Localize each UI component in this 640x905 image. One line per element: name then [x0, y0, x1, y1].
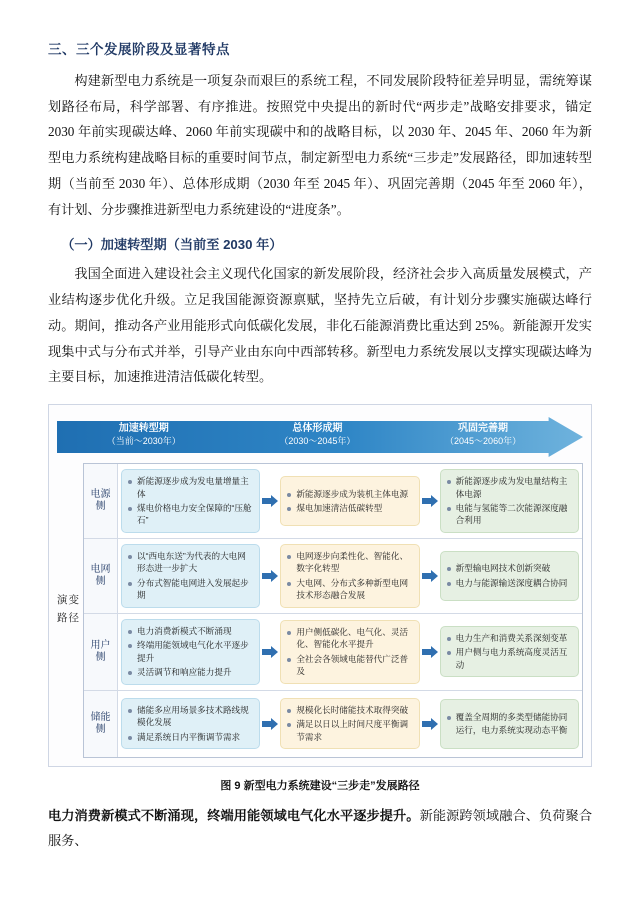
paragraph-phase-one: 我国全面进入建设社会主义现代化国家的新发展阶段，经济社会步入高质量发展模式，产业结构逐步优化升级。立足我国能源资源禀赋，坚持先立后破，有计划分步骤实施碳达峰行动。期间，推动各产业用能形式向低碳化发展，非化石能源消费比重达到 25%。新能源开发实现集中式与分布式并举，引导产业由东向中西部转移。新型电力系统发展以支撑实现碳达峰为主要目标，加速推进清洁低碳化转型。 — [48, 266, 592, 385]
figure-caption: 图 9 新型电力系统建设“三步走”发展路径 — [220, 779, 420, 792]
arrow-right-icon — [260, 646, 280, 658]
cell-supply-phase3: 新能源逐步成为发电量结构主体电源 电能与氢能等二次能源深度融合利用 — [440, 469, 579, 533]
cell-grid-phase3: 新型输电网技术创新突破 电力与能源输送深度耦合协同 — [440, 551, 579, 601]
row-label-power-supply: 电源侧 — [84, 464, 118, 538]
arrow-right-icon — [260, 718, 280, 730]
closing-paragraph — [48, 803, 592, 853]
closing-bold: 电力消费新模式不断涌现，终端用能领域电气化水平逐步提升。 — [48, 807, 420, 823]
page-title: 三、三个发展阶段及显著特点 — [48, 42, 230, 57]
table-row — [84, 614, 582, 691]
arrow-right-icon — [420, 570, 440, 582]
table-row — [84, 539, 582, 614]
cell-user-phase3: 电力生产和消费关系深刻变革 用户侧与电力系统高度灵活互动 — [440, 626, 579, 677]
phase-arrow-band — [57, 417, 583, 457]
subsection-title: （一）加速转型期（当前至 2030 年） — [61, 237, 283, 253]
arrow-right-icon — [260, 495, 280, 507]
cell-supply-phase1: 新能源逐步成为发电量增量主体 煤电价格电力安全保障的“压舱石” — [121, 469, 260, 533]
figure-grid — [57, 463, 583, 757]
row-label-user: 用户侧 — [84, 614, 118, 690]
arrow-right-icon — [420, 646, 440, 658]
cell-storage-phase3: 覆盖全周期的多类型储能协同运行，电力系统实现动态平衡 — [440, 699, 579, 749]
closing-rest: 新能源跨领域融合、负荷聚合服务、 — [48, 807, 593, 848]
cell-supply-phase2: 新能源逐步成为装机主体电源 煤电加速清洁低碳转型 — [280, 476, 419, 526]
row-label-storage: 储能侧 — [84, 691, 118, 757]
figure-roadmap — [48, 404, 592, 766]
table-row — [84, 691, 582, 757]
roadmap-matrix — [83, 463, 583, 757]
cell-grid-phase1: 以“西电东送”为代表的大电网形态进一步扩大 分布式智能电网进入发展起步期 — [121, 544, 260, 608]
axis-label-evolution-path: 演变路径 — [57, 594, 80, 625]
row-label-grid: 电网侧 — [84, 539, 118, 613]
cell-user-phase2: 用户侧低碳化、电气化、灵活化、智能化水平提升 全社会各领域电能替代广泛普及 — [280, 620, 419, 684]
cell-grid-phase2: 电网逐步向柔性化、智能化、数字化转型 大电网、分布式多种新型电网技术形态融合发展 — [280, 544, 419, 608]
phase-label-3: 巩固完善期 （2045～2060年） — [445, 423, 522, 446]
paragraph-intro: 构建新型电力系统是一项复杂而艰巨的系统工程，不同发展阶段特征差异明显，需统筹谋划路径布局，科学部署、有序推进。按照党中央提出的新时代“两步走”战略安排要求，锚定 2030 年前实现碳达峰、2060 年前实现碳中和的战略目标，以 2030 年、2045 年、2060 年为新型电力系统构建战略目标的重要时间节点，制定新型电力系统“三步走”发展路径，即加速转型期（当前至 2030 年）、总体形成期（2030 年至 2045 年）、巩固完善期（2045 年至 2060 年），有计划、分步骤推进新型电力系统建设的“进度条”。 — [48, 73, 592, 217]
arrow-right-icon — [420, 495, 440, 507]
cell-storage-phase2: 规模化长时储能技术取得突破 满足以日以上时间尺度平衡调节需求 — [280, 698, 419, 749]
phase-label-1: 加速转型期 （当前～2030年） — [106, 423, 181, 446]
phase-label-2: 总体形成期 （2030～2045年） — [279, 423, 356, 446]
cell-user-phase1: 电力消费新模式不断涌现 终端用能领域电气化水平逐步提升 灵活调节和响应能力提升 — [121, 619, 260, 685]
cell-storage-phase1: 储能多应用场景多技术路线规模化发展 满足系统日内平衡调节需求 — [121, 698, 260, 749]
table-row — [84, 464, 582, 539]
arrow-right-icon — [420, 718, 440, 730]
arrow-right-icon — [260, 570, 280, 582]
